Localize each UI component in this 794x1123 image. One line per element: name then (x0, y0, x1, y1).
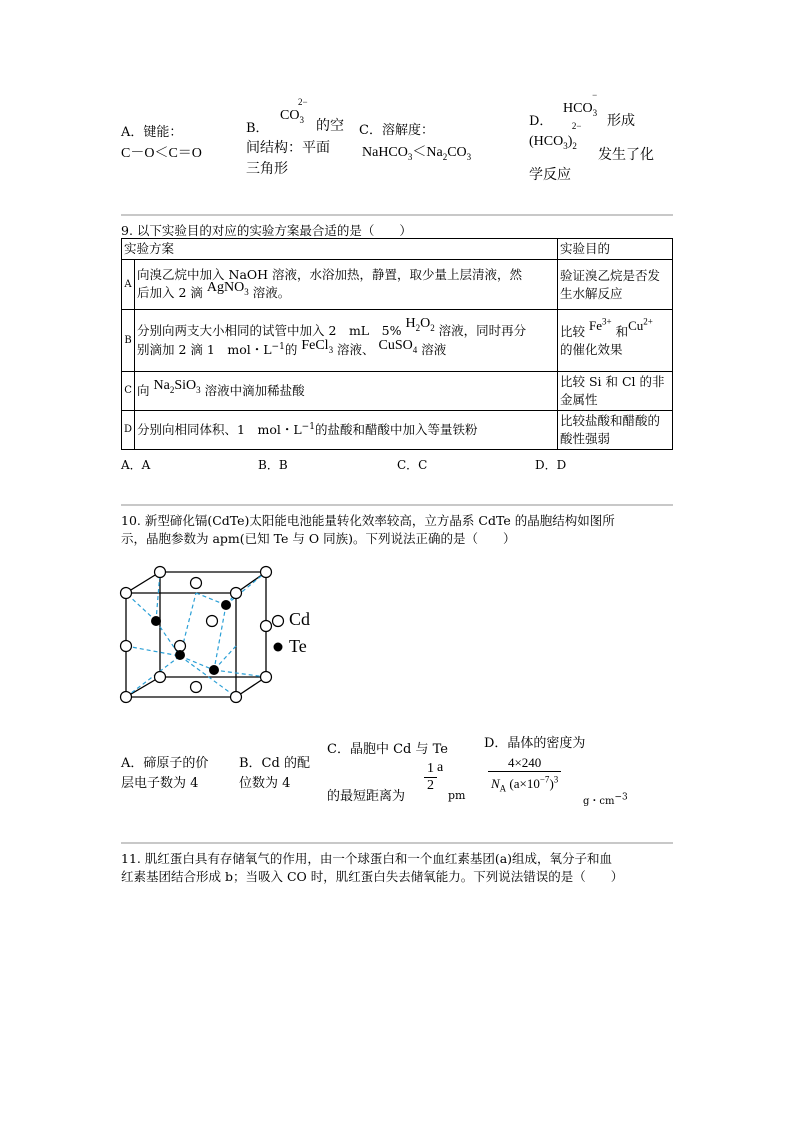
q10-option-d-unit: g・$cm^{-3}$ (583, 792, 628, 807)
cd-atom (261, 567, 272, 578)
q10-option-d-formula: $\frac{4\times 240}{N_A (a\times 10^{-7})^3}$ (488, 755, 561, 792)
q10-option-b-text: B．Cd 的配 (239, 756, 310, 771)
q10-option-c-unit: pm (448, 789, 466, 802)
table-row (122, 411, 673, 450)
table-row (122, 372, 673, 411)
table-row (122, 310, 673, 372)
row-goal: 验证溴乙烷是否发生水解反应 (558, 260, 673, 310)
q10-option-d-text: D．晶体的密度为 (484, 736, 586, 751)
q11-stem-line1: 11. 肌红蛋白具有存储氧气的作用，由一个球蛋白和一个血红素基团(a)组成，氧分子和血 (121, 851, 613, 866)
q8-option-d-text: 形成 (607, 113, 635, 129)
row-key: D (122, 411, 135, 450)
q8-option-d-label: D． (529, 114, 553, 129)
q8-option-a-label: A．键能： (121, 125, 183, 140)
divider (121, 842, 673, 844)
q8-option-c-label: C．溶解度： (359, 123, 434, 138)
q9-option: B．B (258, 458, 288, 472)
legend-cd-label: Cd (289, 609, 311, 629)
cd-atom (207, 616, 218, 627)
q8-option-d-text: 学反应 (529, 167, 571, 183)
legend-cd-marker (273, 616, 284, 627)
q8-option-d-text: 发生了化 (598, 147, 654, 163)
q10-option-c-text: C．晶胞中 Cd 与 Te (327, 742, 448, 757)
legend-te-marker (274, 643, 283, 652)
row-key: C (122, 372, 135, 411)
cd-atom (121, 641, 132, 652)
q10-option-a-text: A．碲原子的价 (121, 756, 209, 771)
q8-option-c-expr: $NaHCO_3<Na_2CO_3$ (362, 145, 472, 162)
table-row (122, 260, 673, 310)
row-plan: 分别向两支大小相同的试管中加入 2 mL 5% $H_2O_2$ 溶液，同时再分 别滴加 2 滴 1 mol・$L^{-1}$的 FeCl$_3$ 溶液、 CuSO$_4$ 溶液 (135, 310, 558, 372)
table-header-plan: 实验方案 (122, 239, 558, 260)
q9-table (121, 238, 673, 450)
table-header-row (122, 239, 673, 260)
divider (121, 504, 673, 506)
q9-option: C．C (397, 458, 428, 472)
cd-atom (231, 692, 242, 703)
q10-option-c-frac: $\frac{1}{2}$ a (424, 761, 443, 794)
cd-atom (261, 621, 272, 632)
q8-option-d-dimer: $(HCO_3)_2^{2-}$ (529, 121, 582, 151)
legend-te-label: Te (289, 636, 307, 656)
te-atom (151, 616, 161, 626)
q8-option-b-label: B． (246, 121, 269, 136)
cd-atom (155, 672, 166, 683)
q9-option: D．D (535, 458, 567, 472)
q10-option-c-text: 的最短距离为 (327, 789, 406, 804)
row-goal: 比较 $Fe^{3+}$ 和$Cu^{2+}$ 的催化效果 (558, 310, 673, 372)
row-goal: 比较盐酸和醋酸的酸性强弱 (558, 411, 673, 450)
q8-option-a-expr: C－O＜C＝O (121, 146, 202, 161)
divider (121, 214, 673, 216)
q10-stem-line2: 示，晶胞参数为 apm(已知 Te 与 O 同族)。下列说法正确的是（ ） (121, 531, 516, 546)
cd-atom (191, 682, 202, 693)
te-atom (209, 665, 219, 675)
te-atom (221, 600, 231, 610)
row-plan: 分别向相同体积、1 mol・$L^{-1}$的盐酸和醋酸中加入等量铁粉 (135, 411, 558, 450)
row-key: A (122, 260, 135, 310)
te-atom (175, 650, 185, 660)
cd-atom (155, 567, 166, 578)
q10-option-b-text: 位数为 4 (239, 776, 291, 791)
row-plan: 向溴乙烷中加入 NaOH 溶液，水浴加热，静置，取少量上层清液，然 后加入 2 滴 AgNO$_3$ 溶液。 (135, 260, 558, 310)
cd-atom (175, 641, 186, 652)
row-plan: 向 $Na_2SiO_3$ 溶液中滴加稀盐酸 (135, 372, 558, 411)
cd-atom (121, 588, 132, 599)
cd-atom (191, 578, 202, 589)
cd-atom (121, 692, 132, 703)
cd-atom (261, 672, 272, 683)
q9-option: A．A (121, 458, 151, 472)
q8-option-b-text: 三角形 (246, 161, 288, 177)
q8-option-d-ion: $HCO_3^-$ (563, 90, 598, 118)
q11-stem-line2: 红素基团结合形成 b；当吸入 CO 时，肌红蛋白失去储氧能力。下列说法错误的是（ ） (121, 869, 624, 884)
row-goal: 比较 Si 和 Cl 的非金属性 (558, 372, 673, 411)
q8-option-b-ion: $CO_3^{2-}$ (280, 97, 308, 125)
cd-atom (231, 588, 242, 599)
q9-stem: 9. 以下实验目的对应的实验方案最合适的是（ ） (121, 223, 412, 238)
q8-option-b-text: 的空 (316, 118, 344, 134)
q10-stem-line1: 10. 新型碲化镉(CdTe)太阳能电池能量转化效率较高，立方晶系 CdTe 的晶胞结构如图所 (121, 513, 615, 528)
table-header-goal: 实验目的 (558, 239, 673, 260)
row-key: B (122, 310, 135, 372)
crystal-cell-diagram (118, 560, 328, 710)
q10-option-a-text: 层电子数为 4 (121, 776, 199, 791)
q8-option-b-text: 间结构：平面 (246, 140, 330, 156)
